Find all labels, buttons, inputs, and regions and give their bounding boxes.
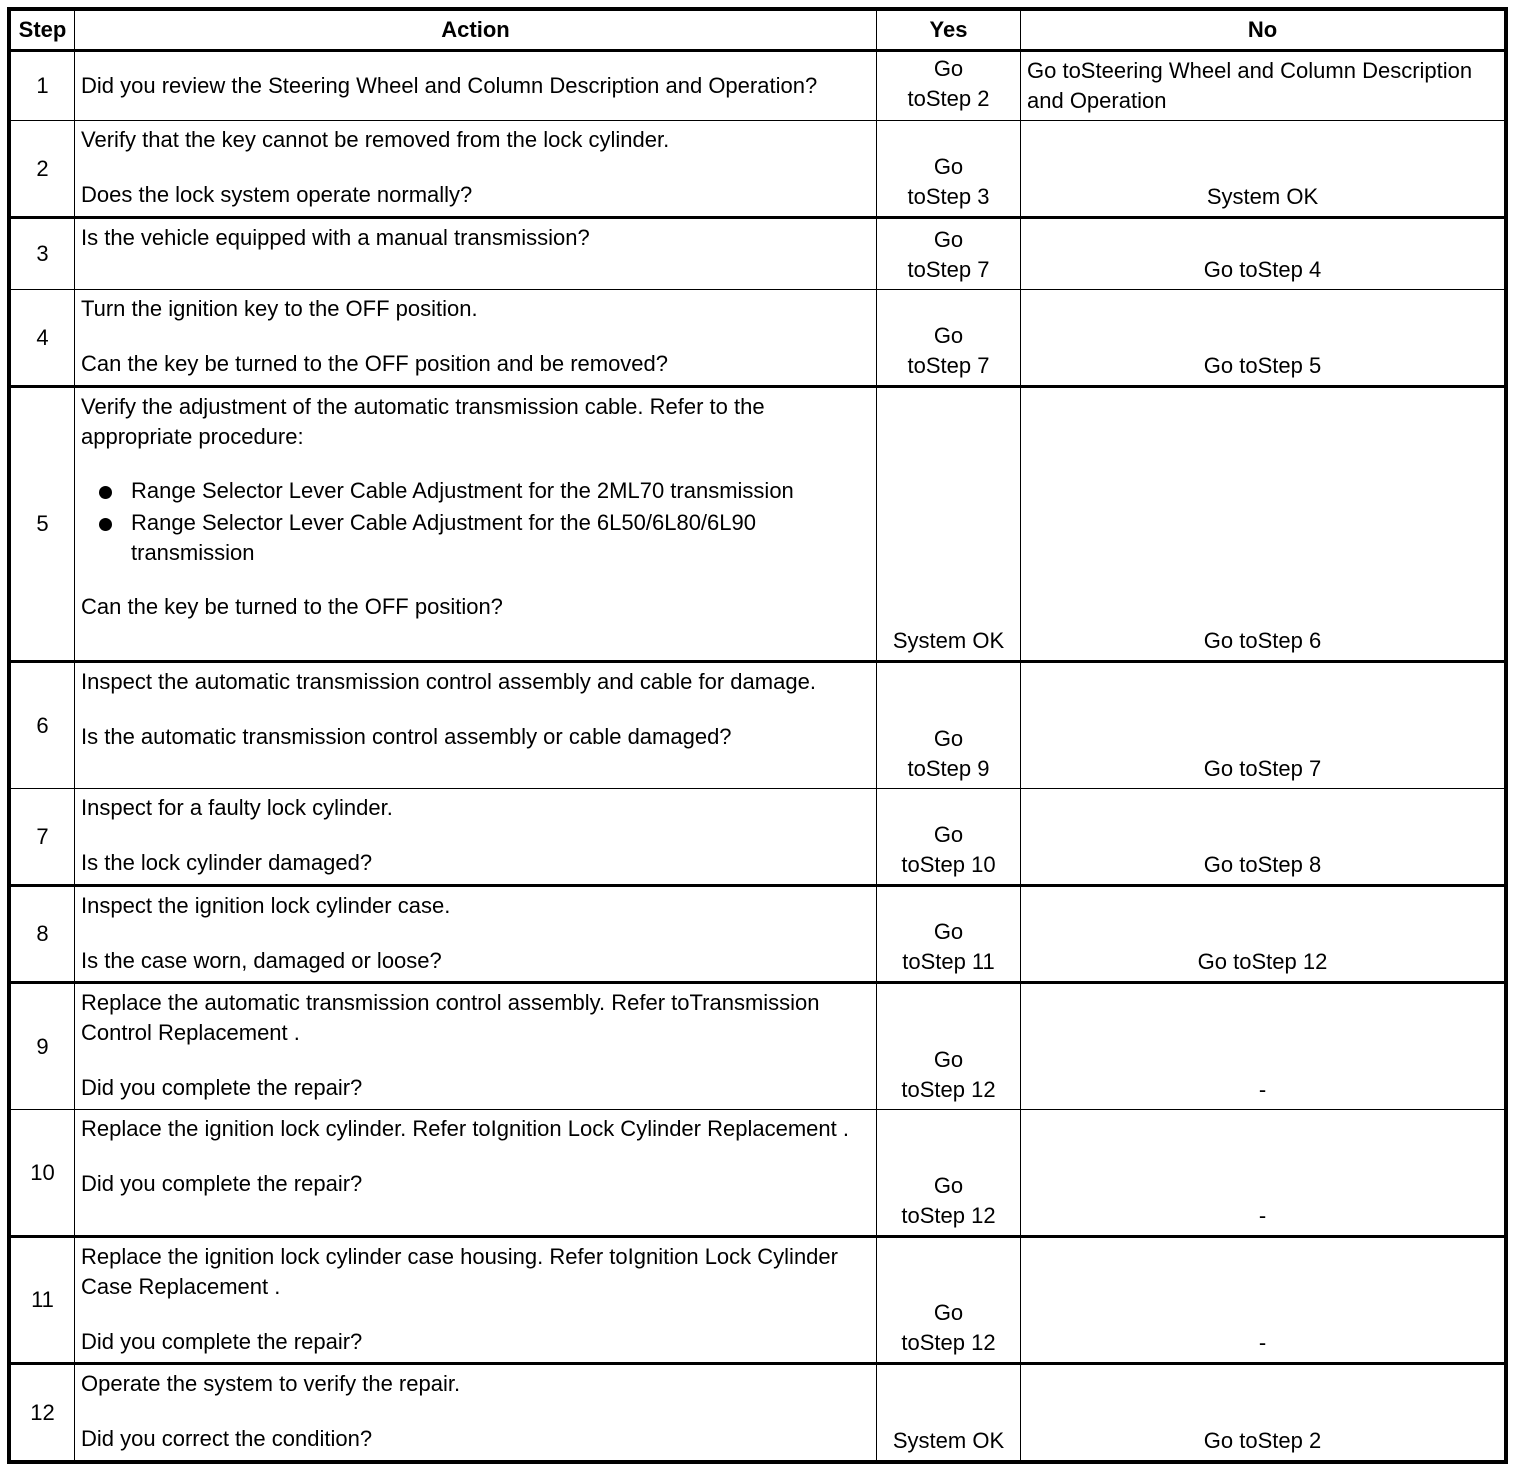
yes-cell[interactable] bbox=[877, 662, 1021, 789]
procedure-link[interactable]: Range Selector Lever Cable Adjustment for the 2ML70 transmission bbox=[131, 478, 794, 503]
yes-link-line[interactable]: toStep 11 bbox=[902, 949, 995, 974]
no-cell[interactable]: Go toStep 12 bbox=[1021, 886, 1505, 983]
bullet-icon bbox=[99, 486, 112, 499]
table-row bbox=[11, 662, 1505, 789]
yes-link-line[interactable]: toStep 9 bbox=[907, 756, 990, 781]
step-number: 8 bbox=[11, 886, 75, 983]
yes-cell[interactable] bbox=[877, 789, 1021, 886]
yes-cell[interactable] bbox=[877, 290, 1021, 387]
yes-link-line[interactable]: toStep 12 bbox=[901, 1330, 996, 1355]
action-text: Replace the ignition lock cylinder case housing. Refer toIgnition Lock Cylinder Case Replacement . bbox=[81, 1244, 838, 1299]
action-question: Can the key be turned to the OFF position and be removed? bbox=[81, 351, 669, 376]
action-text: Operate the system to verify the repair. bbox=[81, 1371, 461, 1396]
yes-link-line[interactable]: Go bbox=[933, 919, 964, 944]
yes-link-line[interactable]: toStep 10 bbox=[901, 852, 996, 877]
yes-link-line[interactable]: Go bbox=[933, 227, 964, 252]
action-question: Did you correct the condition? bbox=[81, 1426, 373, 1451]
yes-link-line[interactable]: Go bbox=[933, 154, 964, 179]
action-text: Inspect for a faulty lock cylinder. bbox=[81, 795, 393, 820]
yes-link-line[interactable]: Go bbox=[933, 1300, 964, 1325]
step-number: 12 bbox=[11, 1364, 75, 1461]
yes-cell[interactable] bbox=[877, 983, 1021, 1110]
no-cell[interactable]: Go toStep 8 bbox=[1021, 789, 1505, 886]
header-row bbox=[11, 11, 1505, 51]
table-row bbox=[11, 121, 1505, 218]
procedure-list bbox=[81, 476, 870, 568]
action-question: Did you complete the repair? bbox=[81, 1329, 363, 1354]
action-text: Turn the ignition key to the OFF position. bbox=[81, 296, 478, 321]
no-cell[interactable]: Go toStep 7 bbox=[1021, 662, 1505, 789]
action-text: Replace the ignition lock cylinder. Refer toIgnition Lock Cylinder Replacement . bbox=[81, 1116, 849, 1141]
table-row bbox=[11, 1237, 1505, 1364]
yes-link-line[interactable]: toStep 12 bbox=[901, 1077, 996, 1102]
step-number: 3 bbox=[11, 218, 75, 290]
no-cell: System OK bbox=[1021, 121, 1505, 218]
no-cell: - bbox=[1021, 1237, 1505, 1364]
bullet-icon bbox=[99, 518, 112, 531]
yes-cell bbox=[877, 1364, 1021, 1461]
action-text: Inspect the automatic transmission control assembly and cable for damage. bbox=[81, 669, 816, 694]
action-question: Is the vehicle equipped with a manual transmission? bbox=[81, 225, 590, 250]
step-number: 2 bbox=[11, 121, 75, 218]
table-row bbox=[11, 1110, 1505, 1237]
table-row bbox=[11, 51, 1505, 121]
procedure-list-item[interactable] bbox=[81, 508, 870, 568]
header-no: No bbox=[1021, 11, 1505, 51]
header-action: Action bbox=[75, 11, 877, 51]
yes-cell[interactable] bbox=[877, 1110, 1021, 1237]
action-cell bbox=[75, 121, 877, 218]
procedure-list-item[interactable] bbox=[81, 476, 870, 506]
yes-link-line[interactable]: Go bbox=[933, 726, 964, 751]
action-cell bbox=[75, 1110, 877, 1237]
step-number: 11 bbox=[11, 1237, 75, 1364]
action-text: Verify that the key cannot be removed from the lock cylinder. bbox=[81, 127, 670, 152]
table-row bbox=[11, 983, 1505, 1110]
action-cell bbox=[75, 218, 877, 290]
no-cell[interactable]: Go toStep 6 bbox=[1021, 387, 1505, 662]
yes-result: System OK bbox=[892, 628, 1005, 653]
action-cell bbox=[75, 387, 877, 662]
yes-link-line[interactable]: Go bbox=[933, 822, 964, 847]
diagnostic-table-container bbox=[7, 7, 1508, 1464]
action-text: Verify the adjustment of the automatic transmission cable. Refer to the appropriate procedure: bbox=[81, 394, 765, 449]
no-cell[interactable]: Go toSteering Wheel and Column Description and Operation bbox=[1021, 51, 1505, 121]
yes-cell[interactable] bbox=[877, 121, 1021, 218]
table-row bbox=[11, 290, 1505, 387]
step-number: 4 bbox=[11, 290, 75, 387]
yes-link-line[interactable]: toStep 2 bbox=[907, 86, 990, 111]
step-number: 5 bbox=[11, 387, 75, 662]
no-cell: - bbox=[1021, 983, 1505, 1110]
action-cell bbox=[75, 983, 877, 1110]
step-number: 6 bbox=[11, 662, 75, 789]
table-row bbox=[11, 1364, 1505, 1461]
no-cell[interactable]: Go toStep 5 bbox=[1021, 290, 1505, 387]
yes-link-line[interactable]: Go bbox=[933, 56, 964, 81]
action-question: Is the case worn, damaged or loose? bbox=[81, 948, 442, 973]
procedure-link[interactable]: Range Selector Lever Cable Adjustment for the 6L50/6L80/6L90 transmission bbox=[131, 510, 756, 565]
action-question: Did you complete the repair? bbox=[81, 1075, 363, 1100]
yes-link-line[interactable]: Go bbox=[933, 1047, 964, 1072]
step-number: 1 bbox=[11, 51, 75, 121]
step-number: 10 bbox=[11, 1110, 75, 1237]
yes-cell[interactable] bbox=[877, 886, 1021, 983]
yes-cell[interactable] bbox=[877, 1237, 1021, 1364]
yes-link-line[interactable]: Go bbox=[933, 1173, 964, 1198]
table-row bbox=[11, 387, 1505, 662]
action-cell bbox=[75, 1237, 877, 1364]
action-cell bbox=[75, 1364, 877, 1461]
yes-link-line[interactable]: Go bbox=[933, 323, 964, 348]
yes-link-line[interactable]: toStep 7 bbox=[907, 257, 990, 282]
action-cell bbox=[75, 886, 877, 983]
action-question: Is the lock cylinder damaged? bbox=[81, 850, 373, 875]
yes-link-line[interactable]: toStep 7 bbox=[907, 353, 990, 378]
yes-result: System OK bbox=[892, 1428, 1005, 1453]
header-yes: Yes bbox=[877, 11, 1021, 51]
action-text: Did you review the Steering Wheel and Column Description and Operation? bbox=[81, 73, 818, 98]
yes-cell[interactable] bbox=[877, 218, 1021, 290]
yes-cell[interactable] bbox=[877, 51, 1021, 121]
action-text: Replace the automatic transmission control assembly. Refer toTransmission Control Replacement . bbox=[81, 990, 820, 1045]
table-row bbox=[11, 886, 1505, 983]
action-question: Can the key be turned to the OFF position? bbox=[81, 594, 503, 619]
action-question: Is the automatic transmission control assembly or cable damaged? bbox=[81, 724, 732, 749]
action-cell bbox=[75, 662, 877, 789]
step-number: 7 bbox=[11, 789, 75, 886]
yes-link-line[interactable]: toStep 12 bbox=[901, 1203, 996, 1228]
table-row bbox=[11, 218, 1505, 290]
action-cell bbox=[75, 51, 877, 121]
no-cell: - bbox=[1021, 1110, 1505, 1237]
header-step: Step bbox=[11, 11, 75, 51]
table-row bbox=[11, 789, 1505, 886]
diagnostic-table bbox=[10, 10, 1505, 1461]
action-question: Does the lock system operate normally? bbox=[81, 182, 473, 207]
yes-link-line[interactable]: toStep 3 bbox=[907, 184, 990, 209]
no-cell[interactable]: Go toStep 4 bbox=[1021, 218, 1505, 290]
yes-cell bbox=[877, 387, 1021, 662]
action-cell bbox=[75, 789, 877, 886]
action-text: Inspect the ignition lock cylinder case. bbox=[81, 893, 451, 918]
action-question: Did you complete the repair? bbox=[81, 1171, 363, 1196]
no-cell[interactable]: Go toStep 2 bbox=[1021, 1364, 1505, 1461]
step-number: 9 bbox=[11, 983, 75, 1110]
action-cell bbox=[75, 290, 877, 387]
